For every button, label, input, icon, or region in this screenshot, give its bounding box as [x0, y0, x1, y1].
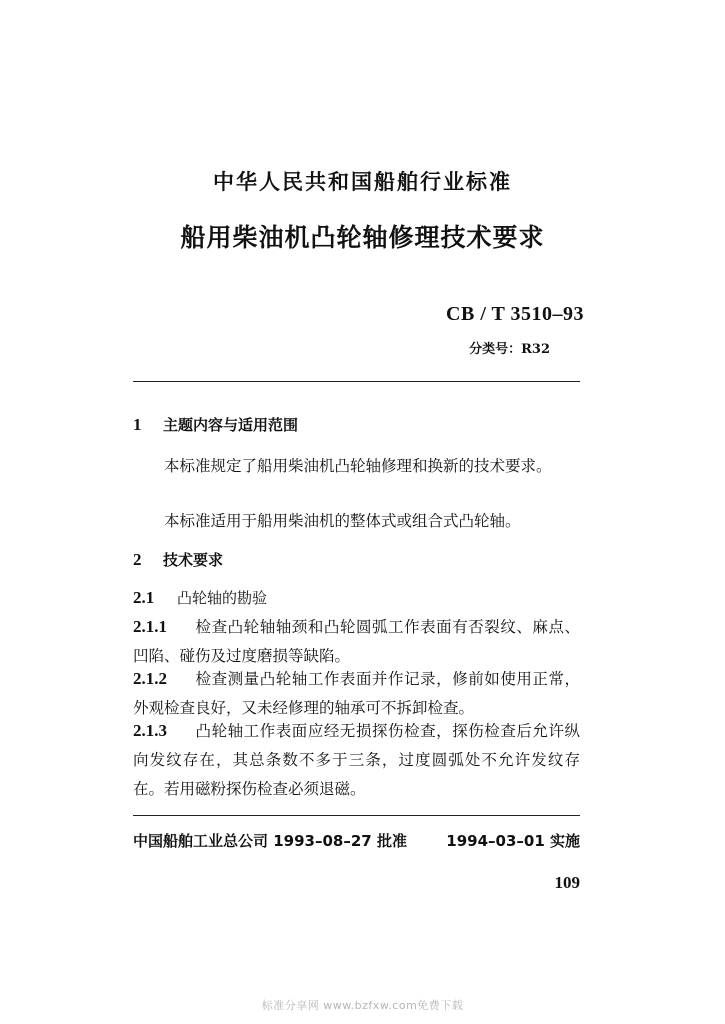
implementation-date: 1994–03–01 实施: [446, 832, 580, 850]
section-1-title: 主题内容与适用范围: [163, 416, 299, 434]
section-1-heading: [133, 414, 298, 435]
clause-text: 凸轮轴工作表面应经无损探伤检查，探伤检查后允许纵向发纹存在，其总条数不多于三条，过度圆弧处不允许发纹存在。若用磁粉探伤检查必须退磁。: [133, 722, 580, 798]
approval-info: 中国船舶工业总公司 1993–08–27 批准: [133, 832, 407, 850]
section-1-paragraph-1: 本标准规定了船用柴油机凸轮轴修理和换新的技术要求。: [164, 457, 552, 475]
clause-number: 2.1.2: [133, 669, 167, 688]
clause-text: 检查测量凸轮轴工作表面并作记录，修前如使用正常，外观检查良好，又未经修理的轴承可不拆卸检查。: [133, 670, 580, 717]
bottom-divider: [133, 815, 580, 816]
clause-text: 检查凸轮轴轴颈和凸轮圆弧工作表面有否裂纹、麻点、凹陷、碰伤及过度磨损等缺陷。: [133, 618, 580, 665]
section-1-paragraph-2: 本标准适用于船用柴油机的整体式或组合式凸轮轴。: [164, 512, 521, 530]
document-category: 中华人民共和国船舶行业标准: [213, 170, 512, 194]
clause-number: 2.1.1: [133, 617, 167, 636]
section-2-1-heading: [133, 587, 267, 608]
section-2-number: 2: [133, 550, 142, 569]
clause-number: 2.1.3: [133, 721, 167, 740]
classification-number: 分类号：R32: [469, 342, 550, 357]
clause-2-1-2: [133, 664, 580, 723]
section-2-title: 技术要求: [163, 551, 224, 569]
standard-code: CB / T 3510–93: [446, 303, 584, 325]
section-2-1-number: 2.1: [133, 588, 155, 607]
watermark-text: 标准分享网 www.bzfxw.com免费下载: [261, 999, 464, 1012]
clause-2-1-3: [133, 716, 580, 804]
section-2-1-title: 凸轮轴的勘验: [177, 589, 268, 607]
section-1-number: 1: [133, 415, 142, 434]
page-number: 109: [554, 873, 580, 892]
document-title: 船用柴油机凸轮轴修理技术要求: [180, 223, 545, 252]
section-2-heading: [133, 549, 223, 570]
clause-2-1-1: [133, 612, 580, 671]
top-divider: [133, 381, 580, 382]
